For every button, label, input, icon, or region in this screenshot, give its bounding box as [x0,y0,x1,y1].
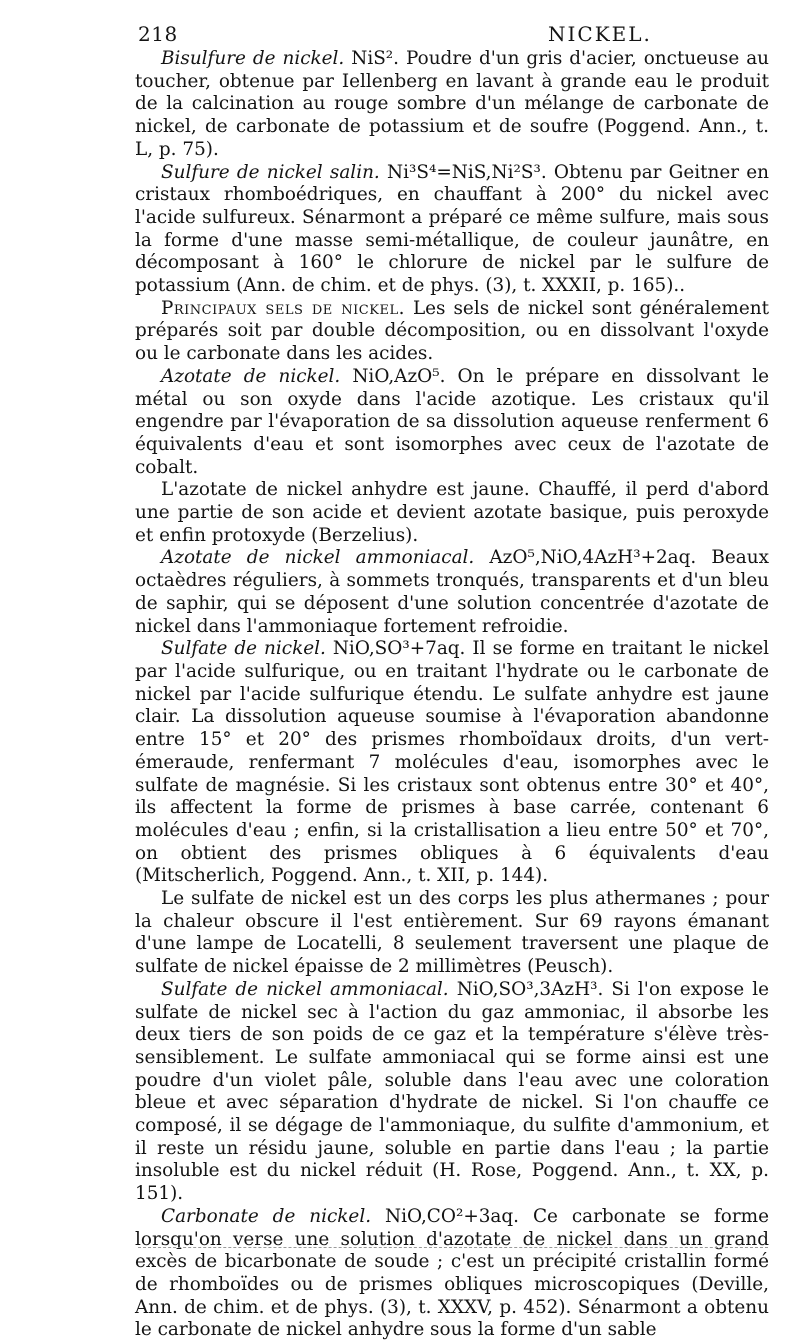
paragraph-title: Bisulfure de nickel. [161,48,345,69]
paragraph-sulfate [135,638,769,888]
paragraph-principaux-sels [135,298,769,366]
paragraph-text: Obtenu par Geitner en cristaux rhomboédriques, en chauffant à 200° du nickel avec l'acide sulfureux. Sénarmont a préparé ce même sulfure, mais sous la forme d'une masse semi-métallique, de couleur jaunâtre, en décomposant à 160° le chlorure de nickel par le sulfure de potassium (Ann. de chim. et de phys. (3), t. XXXII, p. 165).. [135,161,769,297]
paragraph-title: Sulfate de nickel. [161,638,326,660]
paragraph-text: Les sels de nickel sont généralement préparés soit par double décomposition, ou en dissolvant l'oxyde ou le carbonate dans les acides. [135,297,769,365]
paragraph-text: Il se forme en traitant le nickel par l'acide sulfurique, ou en traitant l'hydrate ou le carbonate de nickel par l'acide sulfurique étendu. Le sulfate anhydre est jaune clair. La dissolution aqueuse soumise à l'évaporation abandonne entre 15° et 20° des prismes rhomboïdaux droits, d'un vert-émeraude, renfermant 7 molécules d'eau, isomorphes avec le sulfate de magnésie. Si les cristaux sont obtenus entre 30° et 40°, ils affectent la forme de prismes à base carrée, contenant 6 molécules d'eau ; enfin, si la cristallisation a lieu entre 50° et 70°, on obtient des prismes obliques à 6 équivalents d'eau (Mitscherlich, Poggend. Ann., t. XII, p. 144). [135,638,769,887]
paragraph-title: Sulfure de nickel salin. [161,161,380,183]
paragraph-title: Carbonate de nickel. [161,1205,372,1227]
paragraph-bisulfure [135,48,769,162]
paragraph-title: Azotate de nickel. [161,365,341,387]
paragraph-text: Poudre d'un gris d'acier, onctueuse au toucher, obtenue par Iellenberg en lavant à grande eau le produit de la calcination au rouge sombre d'un mélange de carbonate de nickel, de carbonate de potassium et de soufre (Poggend. Ann., t. L, p. 75). [135,48,769,160]
running-head: NICKEL. [548,22,652,46]
chemical-formula: NiO,SO³,3AzH³. [456,978,604,1000]
paragraph-sulfate-athermane [135,888,769,979]
page-number: 218 [138,22,178,46]
chemical-formula: Ni³S⁴=NiS,Ni²S³. [387,161,547,183]
paragraph-carbonate [135,1206,769,1342]
chemical-formula: NiO,SO³+7aq. [332,638,466,660]
paragraph-text: Beaux octaèdres réguliers, à sommets tronqués, transparents et d'un bleu de saphir, qui se déposent d'une solution concentrée d'azotate de nickel dans l'ammoniaque fortement refroidie. [135,547,769,637]
paragraph-azotate-anhydre [135,479,769,547]
paragraph-title: Sulfate de nickel ammoniacal. [161,978,449,1000]
paragraph-text: L'azotate de nickel anhydre est jaune. Chauffé, il perd d'abord une partie de son acide et devient azotate basique, puis peroxyde et enfin protoxyde (Berzelius). [135,479,769,546]
chemical-formula: AzO⁵,NiO,4AzH³+2aq. [489,547,697,569]
paragraph-azotate-ammoniacal [135,547,769,638]
chemical-formula: NiS². [351,48,400,69]
paragraph-text: On le prépare en dissolvant le métal ou son oxyde dans l'acide azotique. Les cristaux qu'il engendre par l'évaporation de sa dissolution aqueuse renferment 6 équivalents d'eau et sont isomorphes avec ceux de l'azotate de cobalt. [135,365,769,478]
footer-rule [138,1247,768,1248]
chemical-formula: NiO,CO²+3aq. [384,1205,520,1227]
paragraph-text: Si l'on expose le sulfate de nickel sec à l'action du gaz ammoniac, il absorbe les deux tiers de son poids de ce gaz et la température s'élève très-sensiblement. Le sulfate ammoniacal qui se forme ainsi est une poudre d'un violet pâle, soluble dans l'eau avec une coloration bleue et avec séparation d'hydrate de nickel. Si l'on chauffe ce composé, il se dégage de l'ammoniaque, du sulfite d'ammonium, et il reste un résidu jaune, soluble en partie dans l'eau ; la partie insoluble est du nickel réduit (H. Rose, Poggend. Ann., t. XX, p. 151). [135,978,769,1205]
paragraph-title: Azotate de nickel ammoniacal. [161,547,475,569]
paragraph-azotate [135,366,769,480]
paragraph-text: Le sulfate de nickel est un des corps les plus athermanes ; pour la chaleur obscure il l'est entièrement. Sur 69 rayons émanant d'une lampe de Locatelli, 8 seulement traversent une plaque de sulfate de nickel épaisse de 2 millimètres (Peusch). [135,888,769,978]
paragraph-text: Ce carbonate se forme lorsqu'on verse une solution d'azotate de nickel dans un grand excès de bicarbonate de soude ; c'est un précipité cristallin formé de rhomboïdes ou de prismes obliques microscopiques (Deville, Ann. de chim. et de phys. (3), t. XXXV, p. 452). Sénarmont a obtenu le carbonate de nickel anhydre sous la forme d'un sable [135,1205,769,1341]
page-body [135,48,769,1342]
section-heading: Principaux sels de nickel. [161,297,405,319]
paragraph-sulfure-salin [135,162,769,298]
chemical-formula: NiO,AzO⁵. [352,365,446,387]
paragraph-sulfate-ammoniacal [135,979,769,1206]
